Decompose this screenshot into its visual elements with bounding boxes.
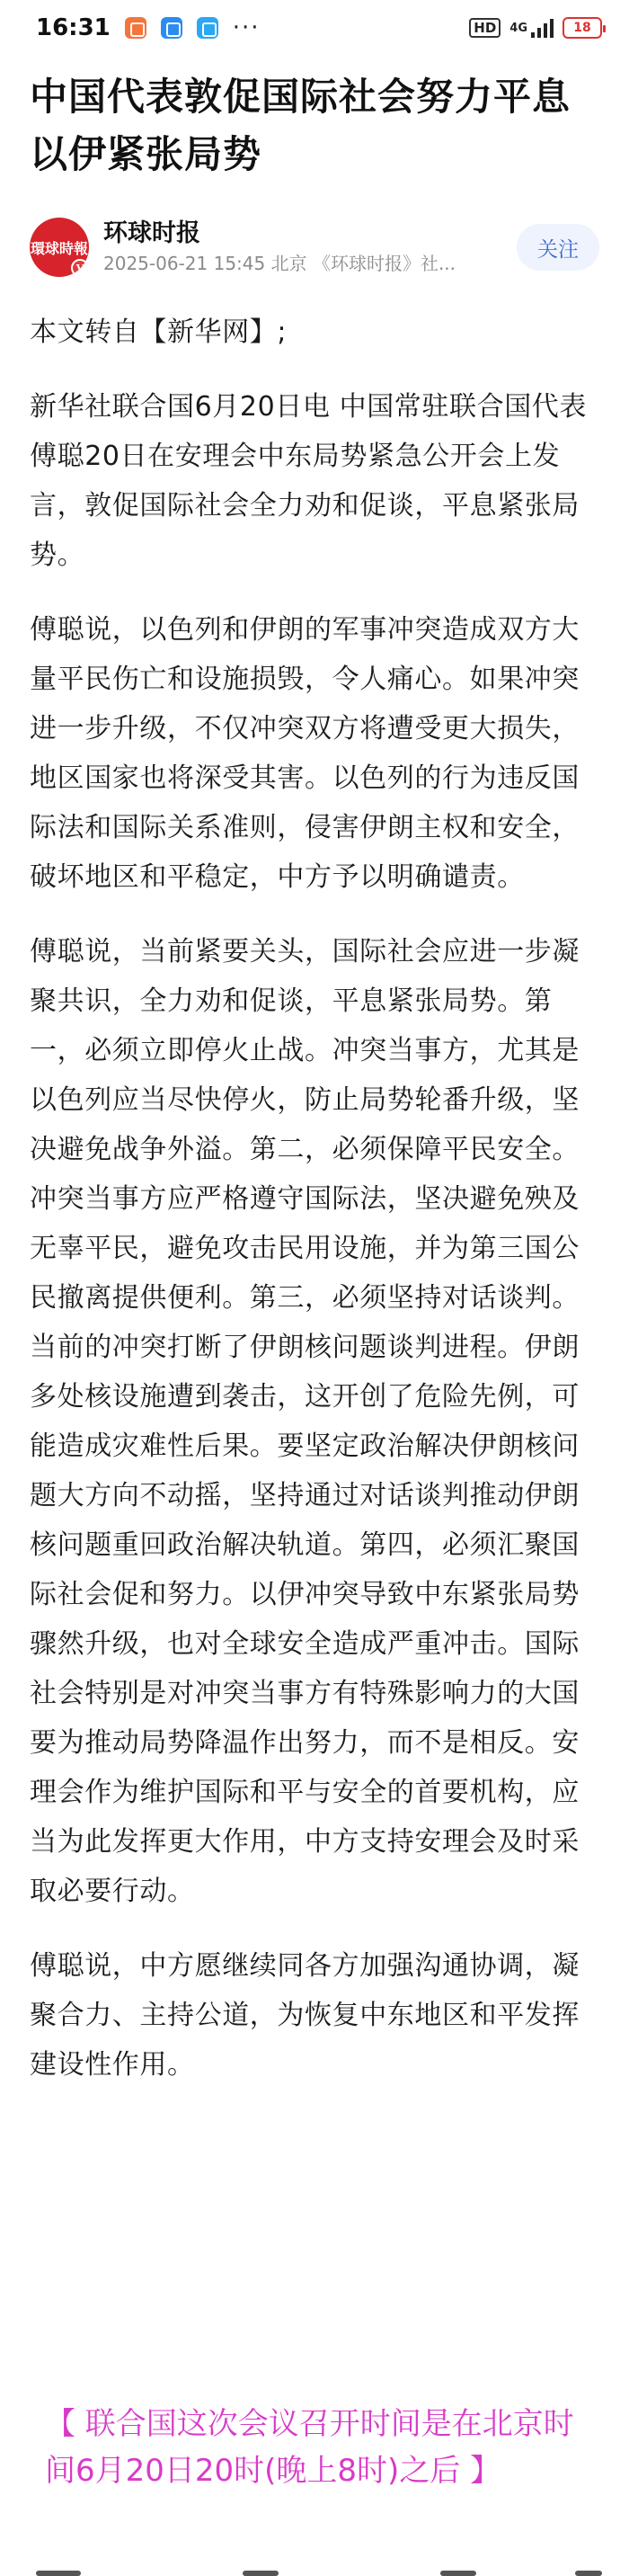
- notification-app-icon-2: [161, 17, 182, 39]
- article-paragraph: 傅聪说，以色列和伊朗的军事冲突造成双方大量平民伤亡和设施损毁，令人痛心。如果冲突进一步升级，不仅冲突双方将遭受更大损失，地区国家也将深受其害。以色列的行为违反国际法和国际关系准则，侵害伊朗主权和安全，破坏地区和平稳定，中方予以明确谴责。: [30, 614, 580, 893]
- status-bar: [0, 0, 629, 56]
- article-paragraph: 傅聪说，当前紧要关头，国际社会应进一步凝聚共识，全力劝和促谈，平息紧张局势。第一，必须立即停火止战。冲突当事方，尤其是以色列应当尽快停火，防止局势轮番升级，坚决避免战争外溢。第二，必须保障平民安全。冲突当事方应严格遵守国际法，坚决避免殃及无辜平民，避免攻击民用设施，并为第三国公民撤离提供便利。第三，必须坚持对话谈判。当前的冲突打断了伊朗核问题谈判进程。伊朗多处核设施遭到袭击，这开创了危险先例，可能造成灾难性后果。要坚定政治解决伊朗核问题大方向不动摇，坚持通过对话谈判推动伊朗核问题重回政治解决轨道。第四，必须汇聚国际社会促和努力。以伊冲突导致中东紧张局势骤然升级，也对全球安全造成严重冲击。国际社会特别是对冲突当事方有特殊影响力的大国要为推动局势降温作出努力，而不是相反。安理会作为维护国际和平与安全的首要机构，应当为此发挥更大作用，中方支持安理会及时采取必要行动。: [30, 936, 580, 1907]
- meeting-time-notice: 【 联合国这次会议召开时间是在北京时间6月20日20时(晚上8时)之后 】: [45, 2406, 574, 2489]
- notification-app-icon: [125, 17, 146, 39]
- article-paragraph: 新华社联合国6月20日电 中国常驻联合国代表傅聪20日在安理会中东局势紧急公开会上发言，敦促国际社会全力劝和促谈，平息紧张局势。: [30, 391, 587, 571]
- avatar-logo-text: 環球時報: [30, 239, 88, 257]
- battery-icon: [563, 17, 602, 39]
- avatar[interactable]: [30, 218, 89, 277]
- battery-level: 18: [573, 21, 591, 35]
- signal-icon: [531, 18, 554, 38]
- author-row: [30, 214, 599, 281]
- network-type: 4G: [509, 21, 527, 35]
- author-meta: 2025-06-21 15:45 北京 《环球时报》社...: [103, 253, 456, 274]
- more-notifications-icon: ···: [232, 14, 261, 41]
- author-name[interactable]: 环球时报: [103, 219, 200, 247]
- author-info: [103, 218, 517, 277]
- follow-button[interactable]: 关注: [517, 224, 599, 271]
- article-paragraph-source: 本文转自【新华网】;: [30, 316, 288, 348]
- status-left: [36, 14, 261, 41]
- verified-badge-icon: V: [71, 259, 89, 277]
- article-paragraph: 傅聪说，中方愿继续同各方加强沟通协调，凝聚合力、主持公道，为恢复中东地区和平发挥建设性作用。: [30, 1950, 580, 2081]
- status-right: [469, 17, 602, 39]
- bottom-toolbar-edge: [0, 2563, 629, 2576]
- article-title: 中国代表敦促国际社会努力平息以伊紧张局势: [30, 75, 571, 176]
- article: [0, 68, 629, 2090]
- hd-indicator: HD: [469, 18, 501, 38]
- status-time: 16:31: [36, 14, 111, 41]
- notification-app-icon-3: [197, 17, 218, 39]
